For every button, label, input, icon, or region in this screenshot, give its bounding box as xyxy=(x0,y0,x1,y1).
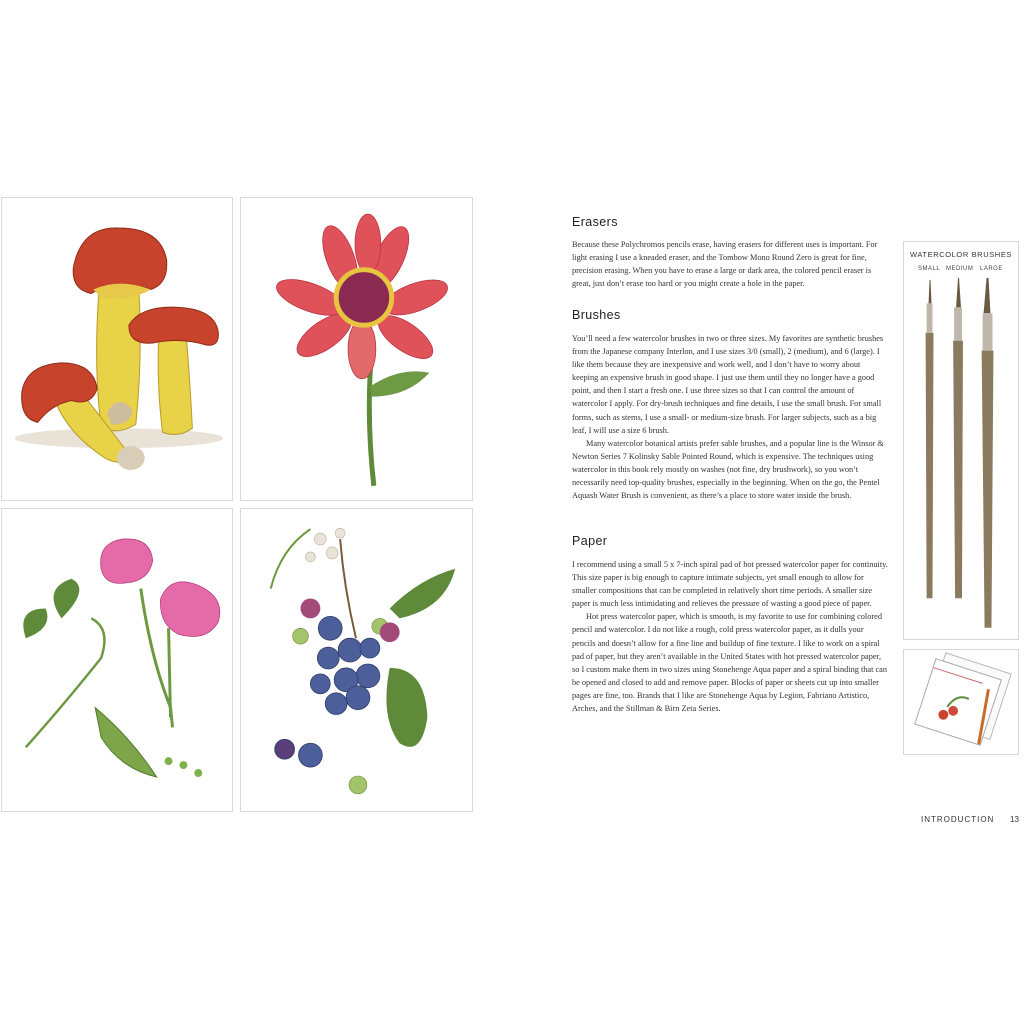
watercolor-brushes-illustration xyxy=(903,241,1019,640)
brushes-body xyxy=(572,332,888,502)
erasers-body xyxy=(572,238,888,290)
sweet-pea-illustration xyxy=(1,508,233,812)
blueberry-illustration xyxy=(240,508,473,812)
small-brush-icon xyxy=(926,280,934,598)
size-label-large: LARGE xyxy=(980,266,1003,272)
brushes-paragraph: Many watercolor botanical artists prefer sable brushes, and a popular line is the Winsor & Newton Series 7 Kolinsky Sable Pointed Round, which is expensive. The techniques using watercolor in this book rely mostly on washes (not fine, dry brushwork), so you won’t necessarily need top-quality brushes, especially in the beginning. When on the go, the Pentel Aquash Water Brush is convenient, as there’s a place to store water inside the brush. xyxy=(572,438,884,501)
size-label-small: SMALL xyxy=(918,266,941,272)
zinnia-illustration xyxy=(240,197,473,501)
mushrooms-illustration xyxy=(1,197,233,501)
paper-paragraph: I recommend using a small 5 x 7-inch spiral pad of hot pressed watercolor paper for continuity. This size paper is big enough to capture intimate subjects, yet small enough to allow for smaller compositions that can be completed in relatively short time periods. A smaller size paper is much less intimidating and relieves the pressure of wasting a good piece of paper. xyxy=(572,560,888,609)
section-heading-paper: Paper xyxy=(572,534,608,548)
size-label-medium: MEDIUM xyxy=(946,266,974,272)
sidebar-title: WATERCOLOR BRUSHES xyxy=(909,250,1013,259)
erasers-paragraph: Because these Polychromos pencils erase, having erasers for different uses is important. For light erasing I use a kneaded eraser, and the Tombow Mono Round Zero is great for fine, precision erasing. When you have to erase a large or dark area, the colored pencil eraser is great, just don’t erase too hard or you might create a hole in the paper. xyxy=(572,240,878,289)
brushes-paragraph: You’ll need a few watercolor brushes in two or three sizes. My favorites are synthetic brushes from the Japanese company Interlon, and I use sizes 3/0 (small), 2 (medium), and 6 (large). I like them because they are inexpensive and work well, and I don’t have to worry about keeping an expensive brush in good shape. I just use them until they no longer have a good point, and then I start a fresh one. I use three sizes so that I can control the amount of watercolor I apply. For dry-brush techniques and fine details, I use the small brush. For small forms, such as stems, I use a small- or medium-size brush. For larger subjects, such as a big leaf, I will use a size 6 brush. xyxy=(572,334,884,435)
section-heading-brushes: Brushes xyxy=(572,308,621,322)
spiral-pad-illustration xyxy=(903,649,1019,755)
page-number: 13 xyxy=(1010,815,1019,824)
paper-paragraph: Hot press watercolor paper, which is smooth, is my favorite to use for combining colored pencil and watercolor. I do not like a rough, cold press watercolor paper, as it dulls your pencils and doesn’t allow for a fine line and buildup of fine texture. I like to work on a spiral pad of paper, but they aren’t available in the United States with hot pressed watercolor paper, so I custom make them in two sizes using Stonehenge Aqua paper and a spiral binding that can be opened and closed to add and remove paper. Blocks of paper or sheets cut up into smaller pages are fine, too. Brands that I like are Stonehenge Aqua by Legion, Fabriano Artistico, Arches, and the Stillman & Birn Zeta Series. xyxy=(572,612,887,714)
section-heading-erasers: Erasers xyxy=(572,215,618,229)
paper-body xyxy=(572,558,888,715)
medium-brush-icon xyxy=(953,278,963,598)
large-brush-icon xyxy=(982,278,994,628)
running-footer-section: INTRODUCTION xyxy=(921,815,995,824)
